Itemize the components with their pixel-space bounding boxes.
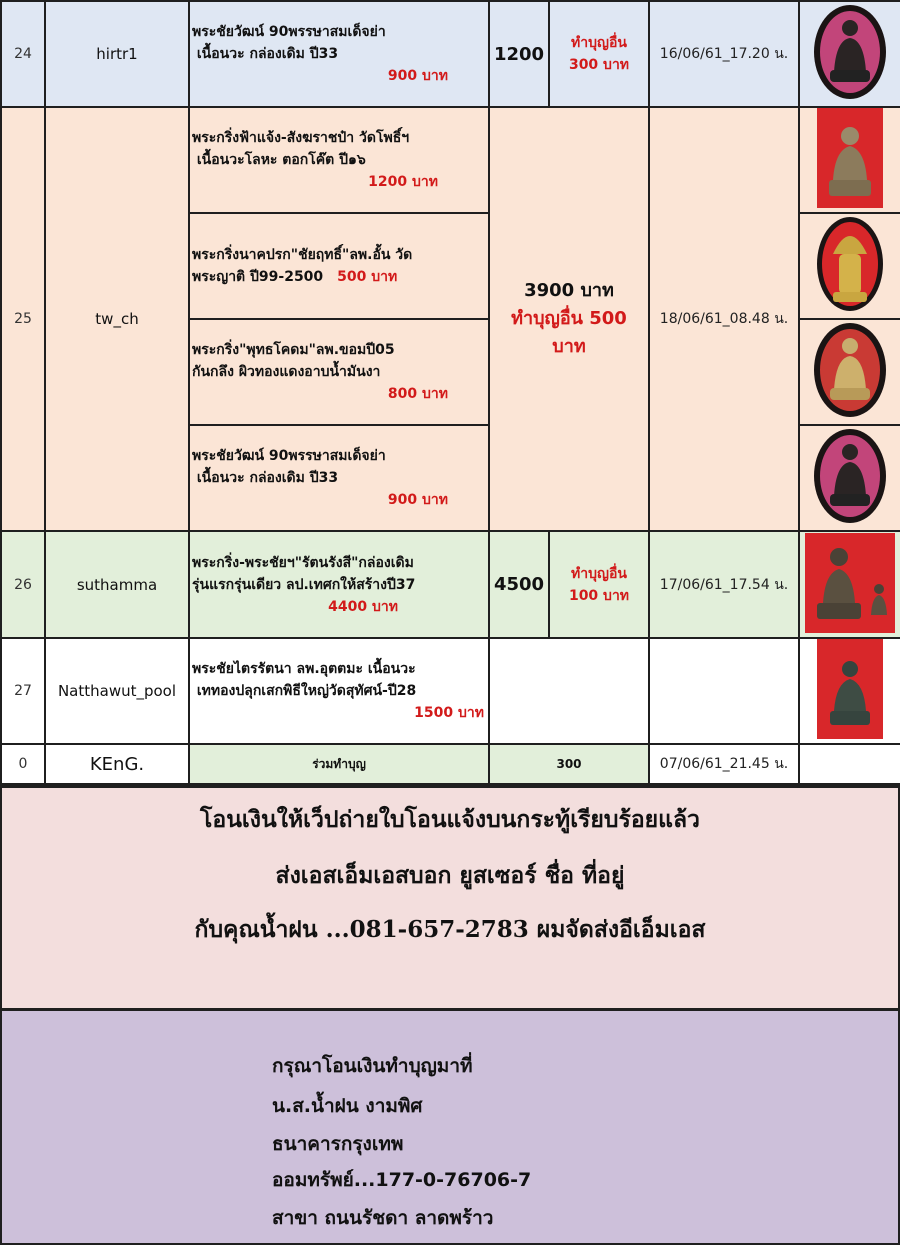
- amulet-photo: [817, 639, 883, 739]
- item-description: [189, 213, 489, 319]
- username: suthamma: [45, 531, 189, 638]
- item-description: [189, 319, 489, 425]
- item-price: 900 บาท: [387, 492, 448, 508]
- amulet-image: [799, 531, 900, 638]
- bank-name: ธนาคารกรุงเทพ: [272, 1133, 404, 1155]
- item-line-2-text: พระญาติ ปี99-2500: [192, 269, 324, 285]
- donation-line-2: 100 บาท: [568, 587, 630, 604]
- item-price: 900 บาท: [387, 68, 448, 84]
- item-description: [189, 107, 489, 213]
- item-price: 4400 บาท: [328, 598, 398, 615]
- username: Natthawut_pool: [45, 638, 189, 744]
- item-line-2: กันกลึง ผิวทองแดงอาบน้ำมันงา: [192, 364, 381, 380]
- amulet-photo: [805, 533, 895, 633]
- bank-line-1: กรุณาโอนเงินทำบุญมาที่: [272, 1055, 473, 1077]
- bank-account-number: ออมทรัพย์...177-0-76706-7: [272, 1169, 532, 1191]
- donation-line-1: ทำบุญอื่น: [571, 35, 627, 51]
- amulet-image: [799, 213, 900, 319]
- item-line-2: [192, 266, 488, 288]
- amulet-photo: [813, 214, 887, 314]
- table-row-26: [1, 531, 900, 638]
- amount-line: 3900 บาท: [524, 280, 614, 301]
- amulet-photo: [810, 2, 890, 102]
- total-amount: [489, 107, 649, 531]
- item-line-1: พระกริ่งนาคปรก"ชัยฤทธิ์"ลพ.อั้น วัด: [192, 247, 413, 263]
- username: tw_ch: [45, 107, 189, 531]
- item-line-1: พระชัยวัฒน์ 90พรรษาสมเด็จย่า: [192, 24, 386, 40]
- total-amount: 300: [489, 744, 649, 784]
- username: KEnG.: [45, 744, 189, 784]
- item-price: 1200 บาท: [368, 174, 438, 190]
- timestamp: 07/06/61_21.45 น.: [649, 744, 799, 784]
- donation-line-1: ทำบุญอื่น: [571, 565, 627, 582]
- item-line-2: เนื้อนวะ กล่องเดิม ปี33: [192, 46, 339, 62]
- row-number: 27: [1, 638, 45, 744]
- empty-amount: [489, 638, 649, 744]
- item-price: 800 บาท: [387, 386, 448, 402]
- amulet-image: [799, 319, 900, 425]
- notice-line-3: กับคุณน้ำฝน ...081-657-2783 ผมจัดส่งอีเอ็มเอส: [194, 916, 706, 943]
- item-line-1: พระชัยไตรรัตนา ลพ.อุตตมะ เนื้อนวะ: [192, 661, 416, 677]
- row-number: 0: [1, 744, 45, 784]
- notice-line-1: โอนเงินให้เว็ปถ่ายใบโอนแจ้งบนกระทู้เรียบร้อยแล้ว: [200, 806, 700, 833]
- item-line-2: เททองปลุกเสกพิธีใหญ่วัดสุทัศน์-ปี28: [192, 683, 417, 699]
- table-row-27: [1, 638, 900, 744]
- row-number: 26: [1, 531, 45, 638]
- amulet-image: [799, 425, 900, 531]
- donation-line-1: ทำบุญอื่น 500: [511, 308, 627, 329]
- table-row-0: [1, 744, 900, 784]
- item-line-1: พระกริ่งฟ้าแจ้ง-สังฆราชป๋า วัดโพธิ์ฯ: [192, 130, 410, 146]
- item-price: 1500 บาท: [414, 705, 484, 721]
- row-number: 25: [1, 107, 45, 531]
- donation: [549, 531, 649, 638]
- donation-line-2: บาท: [552, 336, 586, 357]
- table-row-25: [1, 107, 900, 213]
- item-description: ร่วมทำบุญ: [189, 744, 489, 784]
- donation: [549, 1, 649, 107]
- item-line-1: พระกริ่ง"พุทธโคดม"ลพ.ขอมปี05: [192, 342, 395, 358]
- item-price: 500 บาท: [337, 269, 398, 285]
- bank-branch: สาขา ถนนรัชดา ลาดพร้าว: [272, 1207, 494, 1229]
- empty-timestamp: [649, 638, 799, 744]
- row-number: 24: [1, 1, 45, 107]
- item-description: [189, 531, 489, 638]
- amulet-photo: [810, 426, 890, 526]
- amulet-image: [799, 107, 900, 213]
- timestamp: 16/06/61_17.20 น.: [649, 1, 799, 107]
- amulet-image: [799, 638, 900, 744]
- bank-info: [2, 1011, 898, 1243]
- amulet-photo: [810, 320, 890, 420]
- item-description: [189, 638, 489, 744]
- notice-line-2: ส่งเอสเอ็มเอสบอก ยูสเซอร์ ชื่อ ที่อยู่: [275, 862, 625, 889]
- timestamp: 18/06/61_08.48 น.: [649, 107, 799, 531]
- item-line-1: พระกริ่ง-พระชัยฯ"รัตนรังสี"กล่องเดิม: [192, 554, 414, 571]
- transfer-notice: [2, 788, 898, 1008]
- item-line-2: เนื้อนวะ กล่องเดิม ปี33: [192, 470, 339, 486]
- amulet-image: [799, 1, 900, 107]
- amulet-photo: [817, 108, 883, 208]
- total-amount: 4500: [489, 531, 549, 638]
- empty-image: [799, 744, 900, 784]
- item-description: [189, 1, 489, 107]
- item-line-1: พระชัยวัฒน์ 90พรรษาสมเด็จย่า: [192, 448, 386, 464]
- timestamp: 17/06/61_17.54 น.: [649, 531, 799, 638]
- table-row-24: [1, 1, 900, 107]
- total-amount: 1200: [489, 1, 549, 107]
- item-line-2: รุ่นแรกรุ่นเดียว ลป.เทศกให้สร้างปี37: [192, 576, 416, 593]
- item-line-2: เนื้อนวะโลหะ ตอกโค๊ต ปี๑๖: [192, 152, 366, 168]
- username: hirtr1: [45, 1, 189, 107]
- donation-line-2: 300 บาท: [568, 57, 630, 73]
- bank-account-name: น.ส.น้ำฝน งามพิศ: [272, 1095, 423, 1117]
- item-description: [189, 425, 489, 531]
